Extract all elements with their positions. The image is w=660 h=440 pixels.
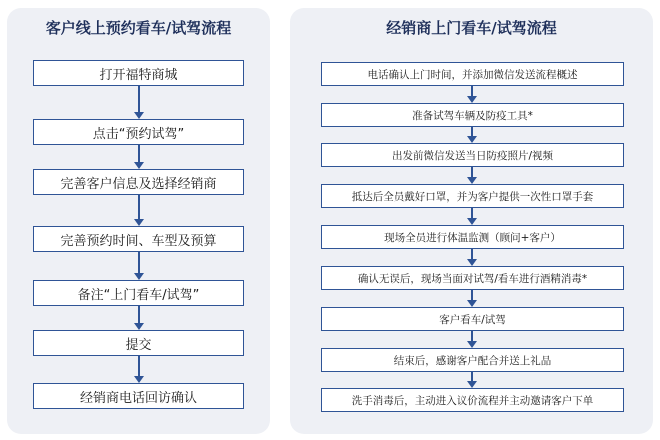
right-arrow-5 (467, 249, 477, 266)
left-step-6: 提交 (33, 330, 244, 356)
left-step-1: 打开福特商城 (33, 60, 244, 86)
right-step-5: 现场全员进行体温监测（顾问+客户） (321, 225, 624, 249)
left-arrow-2 (134, 145, 144, 169)
right-step-9: 洗手消毒后，主动进入议价流程并主动邀请客户下单 (321, 388, 624, 412)
right-step-7: 客户看车/试驾 (321, 307, 624, 331)
right-arrow-4 (467, 208, 477, 225)
right-arrow-7 (467, 331, 477, 348)
left-arrow-3 (134, 195, 144, 226)
left-step-2: 点击“预约试驾” (33, 119, 244, 145)
left-step-7: 经销商电话回访确认 (33, 383, 244, 409)
dealer-visit-flow-panel (290, 8, 653, 434)
online-booking-flow-title: 客户线上预约看车/试驾流程 (45, 19, 232, 37)
right-step-6: 确认无误后，现场当面对试驾/看车进行酒精消毒* (321, 266, 624, 290)
right-step-8: 结束后，感谢客户配合并送上礼品 (321, 348, 624, 372)
left-arrow-5 (134, 306, 144, 330)
right-arrow-8 (467, 372, 477, 388)
left-arrow-1 (134, 86, 144, 119)
right-step-4: 抵达后全员戴好口罩，并为客户提供一次性口罩手套 (321, 184, 624, 208)
left-arrow-4 (134, 252, 144, 280)
right-arrow-1 (467, 86, 477, 103)
left-step-5: 备注“上门看车/试驾” (33, 280, 244, 306)
left-step-4: 完善预约时间、车型及预算 (33, 226, 244, 252)
right-arrow-6 (467, 290, 477, 307)
left-arrow-6 (134, 356, 144, 383)
right-step-1: 电话确认上门时间，并添加微信发送流程概述 (321, 62, 624, 86)
right-step-2: 准备试驾车辆及防疫工具* (321, 103, 624, 127)
dealer-visit-flow-title: 经销商上门看车/试驾流程 (386, 19, 557, 37)
right-arrow-2 (467, 127, 477, 143)
left-step-3: 完善客户信息及选择经销商 (33, 169, 244, 195)
online-booking-flow-panel (7, 8, 270, 434)
right-arrow-3 (467, 167, 477, 184)
right-step-3: 出发前微信发送当日防疫照片/视频 (321, 143, 624, 167)
